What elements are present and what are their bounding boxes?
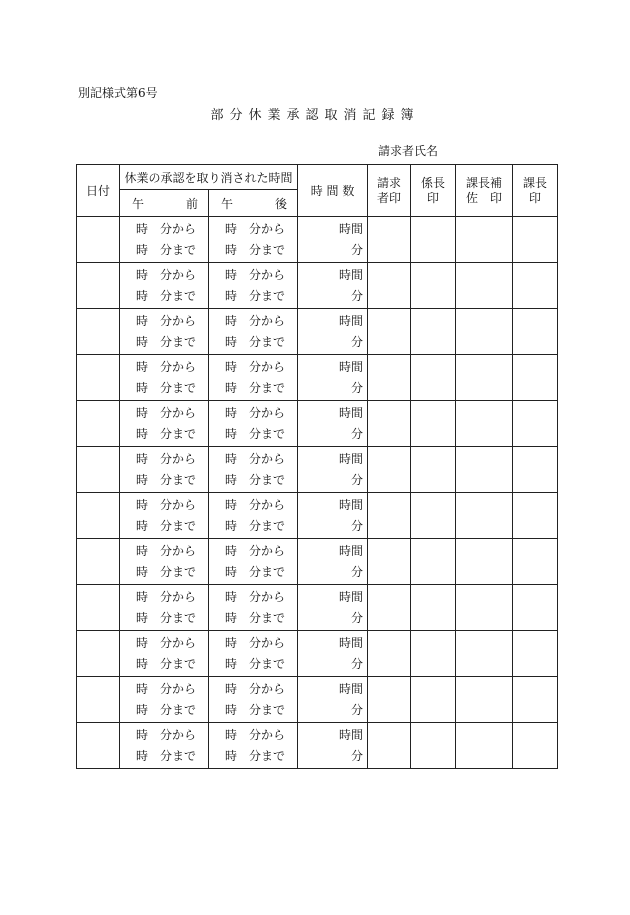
assistant-manager-seal-cell[interactable] [456, 447, 513, 493]
requester-seal-cell[interactable] [368, 631, 411, 677]
date-cell[interactable] [77, 447, 120, 493]
pm-time-cell[interactable]: 時 分から 時 分まで [209, 401, 298, 447]
duration-cell[interactable]: 時間 分 [298, 355, 368, 401]
assistant-manager-seal-cell[interactable] [456, 355, 513, 401]
requester-seal-cell[interactable] [368, 217, 411, 263]
manager-seal-cell[interactable] [513, 539, 558, 585]
date-cell[interactable] [77, 355, 120, 401]
chief-seal-cell[interactable] [411, 355, 456, 401]
manager-seal-cell[interactable] [513, 401, 558, 447]
duration-cell[interactable]: 時間 分 [298, 723, 368, 769]
manager-seal-cell[interactable] [513, 447, 558, 493]
requester-seal-cell[interactable] [368, 493, 411, 539]
date-cell[interactable] [77, 585, 120, 631]
duration-cell[interactable]: 時間 分 [298, 493, 368, 539]
am-time-cell[interactable]: 時 分から 時 分まで [120, 401, 209, 447]
chief-seal-cell[interactable] [411, 677, 456, 723]
assistant-manager-seal-cell[interactable] [456, 631, 513, 677]
requester-seal-cell[interactable] [368, 401, 411, 447]
am-time-cell[interactable]: 時 分から 時 分まで [120, 493, 209, 539]
date-cell[interactable] [77, 309, 120, 355]
duration-cell[interactable]: 時間 分 [298, 263, 368, 309]
table-row [77, 447, 558, 493]
pm-time-cell[interactable]: 時 分から 時 分まで [209, 447, 298, 493]
assistant-manager-seal-cell[interactable] [456, 217, 513, 263]
duration-cell[interactable]: 時間 分 [298, 631, 368, 677]
manager-seal-cell[interactable] [513, 493, 558, 539]
am-time-cell[interactable]: 時 分から 時 分まで [120, 217, 209, 263]
table-row [77, 723, 558, 769]
cancelled-time-header: 休業の承認を取り消された時間 [120, 165, 298, 190]
chief-seal-cell[interactable] [411, 263, 456, 309]
am-time-cell[interactable]: 時 分から 時 分まで [120, 263, 209, 309]
requester-seal-header: 請求 者印 [368, 165, 411, 217]
am-time-cell[interactable]: 時 分から 時 分まで [120, 677, 209, 723]
requester-seal-cell[interactable] [368, 585, 411, 631]
table-row [77, 493, 558, 539]
am-time-cell[interactable]: 時 分から 時 分まで [120, 723, 209, 769]
cancellation-record-table [76, 164, 558, 769]
requester-seal-cell[interactable] [368, 309, 411, 355]
assistant-manager-seal-cell[interactable] [456, 539, 513, 585]
pm-time-cell[interactable]: 時 分から 時 分まで [209, 585, 298, 631]
manager-seal-cell[interactable] [513, 677, 558, 723]
table-row [77, 539, 558, 585]
manager-seal-cell[interactable] [513, 631, 558, 677]
date-cell[interactable] [77, 677, 120, 723]
duration-cell[interactable]: 時間 分 [298, 677, 368, 723]
pm-time-cell[interactable]: 時 分から 時 分まで [209, 677, 298, 723]
table-row [77, 217, 558, 263]
chief-seal-cell[interactable] [411, 309, 456, 355]
chief-seal-cell[interactable] [411, 631, 456, 677]
chief-seal-cell[interactable] [411, 723, 456, 769]
chief-seal-cell[interactable] [411, 585, 456, 631]
table-row [77, 677, 558, 723]
am-time-cell[interactable]: 時 分から 時 分まで [120, 447, 209, 493]
date-cell[interactable] [77, 723, 120, 769]
requester-seal-cell[interactable] [368, 539, 411, 585]
page-title: 部分休業承認取消記録簿 [210, 108, 420, 123]
pm-time-cell[interactable]: 時 分から 時 分まで [209, 723, 298, 769]
chief-seal-cell[interactable] [411, 539, 456, 585]
date-cell[interactable] [77, 217, 120, 263]
duration-cell[interactable]: 時間 分 [298, 539, 368, 585]
duration-cell[interactable]: 時間 分 [298, 309, 368, 355]
duration-cell[interactable]: 時間 分 [298, 217, 368, 263]
table-row [77, 263, 558, 309]
am-time-cell[interactable]: 時 分から 時 分まで [120, 355, 209, 401]
duration-header: 時 間 数 [298, 165, 368, 217]
chief-seal-cell[interactable] [411, 493, 456, 539]
am-time-cell[interactable]: 時 分から 時 分まで [120, 631, 209, 677]
date-cell[interactable] [77, 539, 120, 585]
chief-seal-header: 係長 印 [411, 165, 456, 217]
applicant-name-label: 請求者氏名 [378, 144, 439, 158]
requester-seal-cell[interactable] [368, 263, 411, 309]
pm-time-cell[interactable]: 時 分から 時 分まで [209, 631, 298, 677]
assistant-manager-seal-cell[interactable] [456, 493, 513, 539]
assistant-manager-seal-cell[interactable] [456, 585, 513, 631]
pm-header: 午 後 [209, 190, 298, 217]
am-time-cell[interactable]: 時 分から 時 分まで [120, 309, 209, 355]
requester-seal-cell[interactable] [368, 723, 411, 769]
manager-seal-cell[interactable] [513, 263, 558, 309]
table-row [77, 585, 558, 631]
chief-seal-cell[interactable] [411, 217, 456, 263]
table-row [77, 309, 558, 355]
requester-seal-cell[interactable] [368, 677, 411, 723]
am-header: 午 前 [120, 190, 209, 217]
date-cell[interactable] [77, 263, 120, 309]
assistant-manager-seal-cell[interactable] [456, 309, 513, 355]
assistant-manager-seal-cell[interactable] [456, 263, 513, 309]
am-time-cell[interactable]: 時 分から 時 分まで [120, 585, 209, 631]
manager-seal-cell[interactable] [513, 309, 558, 355]
pm-time-cell[interactable]: 時 分から 時 分まで [209, 309, 298, 355]
requester-seal-cell[interactable] [368, 447, 411, 493]
pm-time-cell[interactable]: 時 分から 時 分まで [209, 355, 298, 401]
table-row [77, 401, 558, 447]
date-cell[interactable] [77, 631, 120, 677]
manager-seal-header: 課長 印 [513, 165, 558, 217]
pm-time-cell[interactable]: 時 分から 時 分まで [209, 263, 298, 309]
manager-seal-cell[interactable] [513, 355, 558, 401]
chief-seal-cell[interactable] [411, 447, 456, 493]
pm-time-cell[interactable]: 時 分から 時 分まで [209, 493, 298, 539]
manager-seal-cell[interactable] [513, 217, 558, 263]
manager-seal-cell[interactable] [513, 585, 558, 631]
assistant-manager-seal-cell[interactable] [456, 677, 513, 723]
table-row [77, 355, 558, 401]
form-number: 別記様式第6号 [78, 86, 158, 100]
date-header: 日付 [77, 165, 120, 217]
duration-cell[interactable]: 時間 分 [298, 585, 368, 631]
chief-seal-cell[interactable] [411, 401, 456, 447]
date-cell[interactable] [77, 493, 120, 539]
assistant-manager-seal-cell[interactable] [456, 723, 513, 769]
table-row [77, 631, 558, 677]
am-time-cell[interactable]: 時 分から 時 分まで [120, 539, 209, 585]
manager-seal-cell[interactable] [513, 723, 558, 769]
duration-cell[interactable]: 時間 分 [298, 447, 368, 493]
duration-cell[interactable]: 時間 分 [298, 401, 368, 447]
assistant-manager-seal-cell[interactable] [456, 401, 513, 447]
date-cell[interactable] [77, 401, 120, 447]
pm-time-cell[interactable]: 時 分から 時 分まで [209, 217, 298, 263]
pm-time-cell[interactable]: 時 分から 時 分まで [209, 539, 298, 585]
requester-seal-cell[interactable] [368, 355, 411, 401]
assistant-manager-seal-header: 課長補 佐 印 [456, 165, 513, 217]
